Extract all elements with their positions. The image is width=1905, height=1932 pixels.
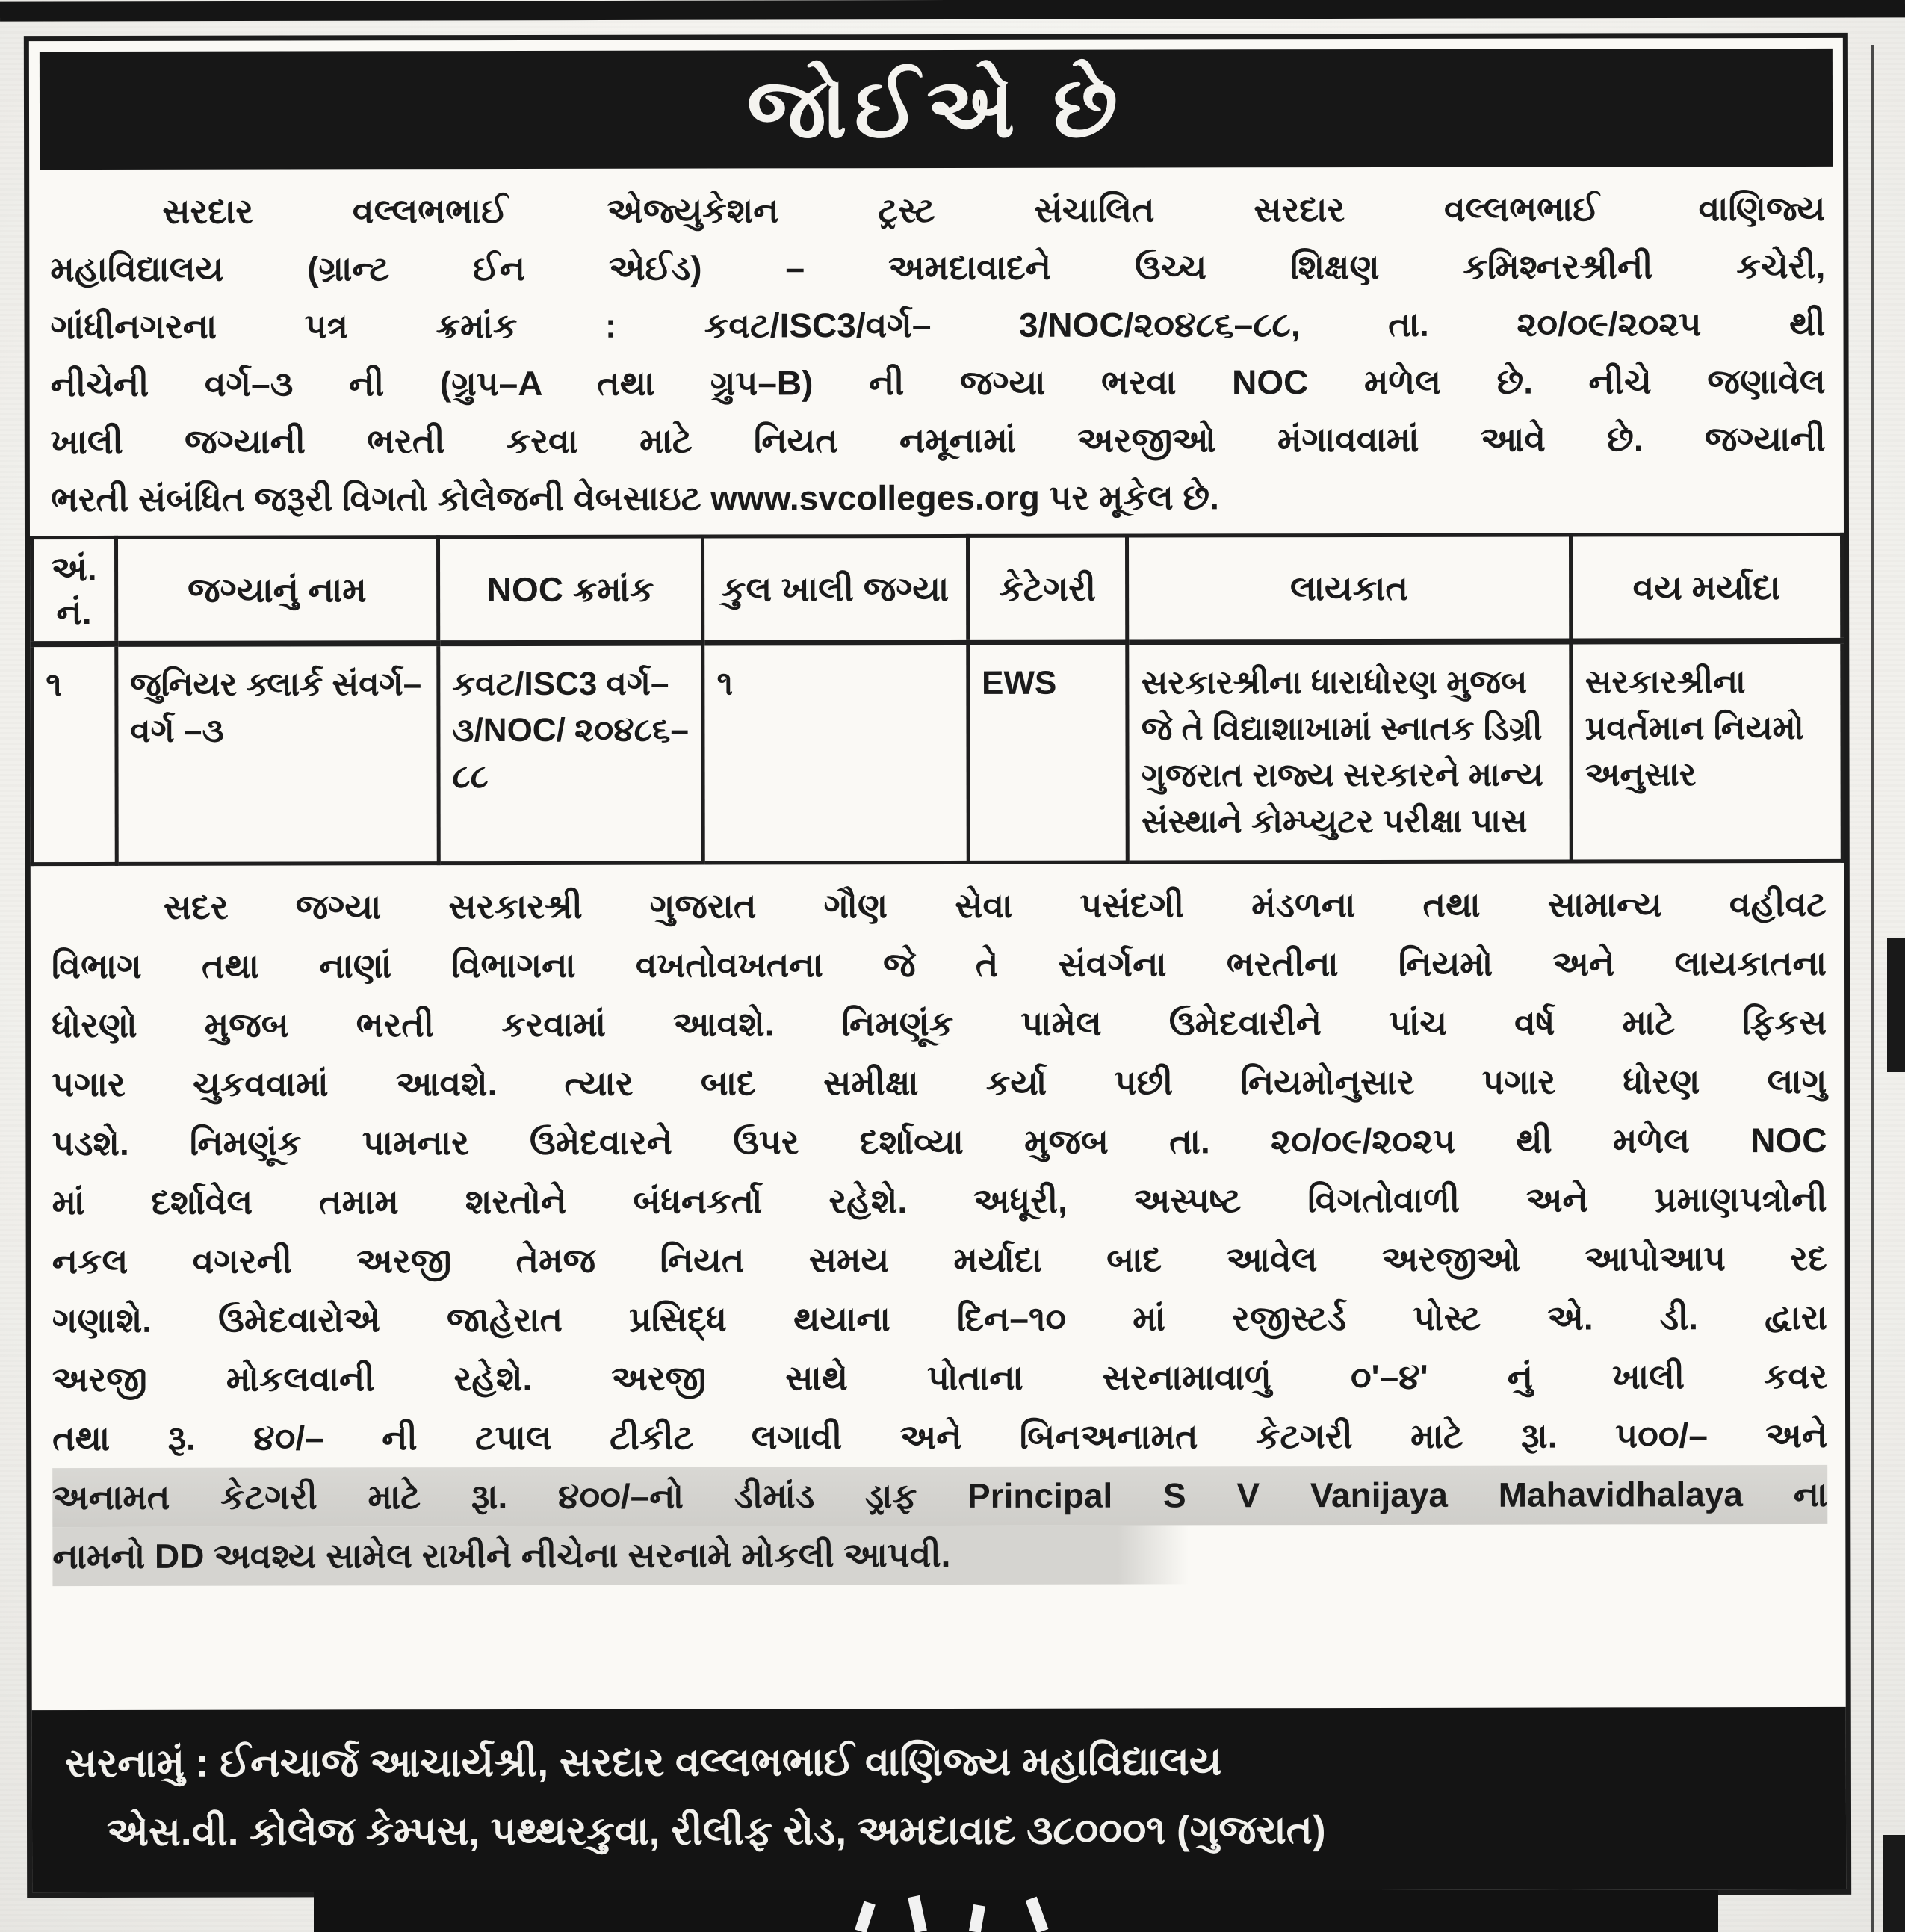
next-ad-banner-partial <box>314 1890 1718 1932</box>
partial-letter-shape <box>908 1895 927 1932</box>
col-header-sr-no: અં. નં. <box>31 537 116 644</box>
terms-line: પગાર ચુકવવામાં આવશે. ત્યાર બાદ સમીક્ષા કર્યા પછી નિયમોનુસાર પગાર ધોરણ લાગુ <box>52 1061 1827 1104</box>
terms-line: વિભાગ તથા નાણાં વિભાગના વખતોવખતના જે તે સંવર્ગના ભરતીના નિયમો અને લાયકાતના <box>51 943 1827 986</box>
intro-line: મહાવિદ્યાલય (ગ્રાન્ટ ઈન એઈડ) – અમદાવાદને ઉચ્ચ શિક્ષણ કમિશ્નરશ્રીની કચેરી, <box>50 246 1826 289</box>
terms-line: માં દર્શાવેલ તમામ શરતોને બંધનકર્તા રહેશે. અધૂરી, અસ્પષ્ટ વિગતોવાળી અને પ્રમાણપત્રોની <box>52 1179 1827 1222</box>
terms-line: નામનો DD અવશ્ય સામેલ રાખીને નીચેના સરનામે મોકલી આપવી. <box>52 1524 1827 1586</box>
cell-age-limit: સરકારશ્રીના પ્રવર્તમાન નિયમો અનુસાર <box>1571 641 1842 861</box>
terms-line: સદર જગ્યા સરકારશ્રી ગુજરાત ગૌણ સેવા પસંદગી મંડળના તથા સામાન્ય વહીવટ <box>163 884 1827 926</box>
ad-title-banner <box>40 49 1833 170</box>
partial-letter-shape <box>1026 1897 1049 1932</box>
intro-paragraph <box>50 180 1826 528</box>
cell-sr-no: ૧ <box>32 644 117 864</box>
col-header-total-vacancies: કુલ ખાલી જગ્યા <box>703 536 968 643</box>
address-line: એસ.વી. કોલેજ કેમ્પસ, પથ્થરકુવા, રીલીફ રોડ, અમદાવાદ ૩૮૦૦૦૧ (ગુજરાત) <box>106 1808 1326 1854</box>
ad-title: જોઈએ છે <box>746 61 1126 155</box>
terms-line: ધોરણો મુજબ ભરતી કરવામાં આવશે. નિમણૂંક પામેલ ઉમેદવારીને પાંચ વર્ષ માટે ફિકસ <box>52 1002 1827 1045</box>
terms-line: નકલ વગરની અરજી તેમજ નિયત સમય મર્યાદા બાદ આવેલ અરજીઓ આપોઆપ રદ <box>52 1238 1827 1281</box>
scan-top-strip <box>0 0 1905 22</box>
column-divider <box>1871 45 1874 1932</box>
partial-letter-shape <box>969 1904 985 1932</box>
table-header-row <box>31 534 1842 644</box>
intro-line-website: ભરતી સંબંધિત જરૂરી વિગતો કોલેજની વેબસાઇટ www.svcolleges.org પર મૂકેલ છે. <box>50 477 1219 519</box>
vacancy-table <box>30 533 1844 866</box>
terms-line: ગણાશે. ઉમેદવારોએ જાહેરાત પ્રસિદ્ધ થયાના દિન–૧૦ માં રજીસ્ટર્ડ પોસ્ટ એ. ડી. દ્વારા <box>52 1297 1827 1340</box>
address-banner <box>32 1707 1846 1892</box>
cell-qualification: સરકારશ્રીના ધારાધોરણ મુજબ જે તે વિદ્યાશાખામાં સ્નાતક ડિગ્રી ગુજરાત રાજ્ય સરકારને માન્ય સંસ્થાને કોમ્પ્યુટર પરીક્ષા પાસ <box>1127 642 1572 863</box>
col-header-noc-number: NOC ક્રમાંક <box>438 536 703 643</box>
intro-line: નીચેની વર્ગ–૩ ની (ગ્રુપ–A તથા ગ્રુપ–B) ની જગ્યા ભરવા NOC મળેલ છે. નીચે જણાવેલ <box>50 361 1826 404</box>
cell-post-name: જુનિયર ક્લાર્ક સંવર્ગ– વર્ગ –૩ <box>117 643 439 864</box>
intro-line: સરદાર વલ્લભભાઈ એજ્યુકેશન ટ્રસ્ટ સંચાલિત સરદાર વલ્લભભાઈ વાણિજ્ય <box>162 188 1826 231</box>
cell-category: EWS <box>968 643 1128 863</box>
table-row <box>32 641 1843 864</box>
terms-line: અરજી મોકલવાની રહેશે. અરજી સાથે પોતાના સરનામાવાળું ૦'–૪' નું ખાલી કવર <box>52 1356 1828 1399</box>
terms-line: તથા રૂ. ૪૦/– ની ટપાલ ટીકીટ લગાવી અને બિનઅનામત કેટગરી માટે રૂા. ૫૦૦/– અને <box>52 1415 1828 1458</box>
cell-total-vacancies: ૧ <box>703 643 968 863</box>
address-line: સરનામું : ઈનચાર્જ આચાર્યશ્રી, સરદાર વલ્લભભાઈ વાણિજ્ય મહાવિદ્યાલય <box>64 1739 1222 1786</box>
col-header-age-limit: વય મર્યાદા <box>1571 534 1842 641</box>
col-header-qualification: લાયકાત <box>1127 535 1571 643</box>
partial-letter-shape <box>855 1901 876 1932</box>
col-header-post-name: જગ્યાનું નામ <box>116 537 438 644</box>
terms-line-dd-payee: અનામત કેટગરી માટે રૂા. ૪૦૦/–નો ડીમાંડ ડ્રાફ Principal S V Vanijaya Mahavidhalaya ના <box>52 1465 1827 1527</box>
job-advertisement-box <box>24 33 1851 1898</box>
intro-line: ખાલી જગ્યાની ભરતી કરવા માટે નિયત નમૂનામાં અરજીઓ મંગાવવામાં આવે છે. જગ્યાની <box>50 418 1826 462</box>
col-header-category: કેટેગરી <box>967 536 1127 643</box>
adjacent-column-fragment <box>1883 1835 1905 1932</box>
adjacent-column-fragment <box>1887 938 1905 1072</box>
cell-noc-number: કવટ/ISC3 વર્ગ–૩/NOC/ ૨૦૪૮૬–૮૮ <box>439 643 704 864</box>
terms-paragraph <box>52 875 1828 1586</box>
intro-line: ગાંધીનગરના પત્ર ક્રમાંક : કવટ/ISC3/વર્ગ– 3/NOC/૨૦૪૮૬–૮૮, તા. ૨૦/૦૯/૨૦૨૫ થી <box>50 303 1826 347</box>
terms-line: પડશે. નિમણૂંક પામનાર ઉમેદવારને ઉપર દર્શાવ્યા મુજબ તા. ૨૦/૦૯/૨૦૨૫ થી મળેલ NOC <box>52 1120 1827 1163</box>
